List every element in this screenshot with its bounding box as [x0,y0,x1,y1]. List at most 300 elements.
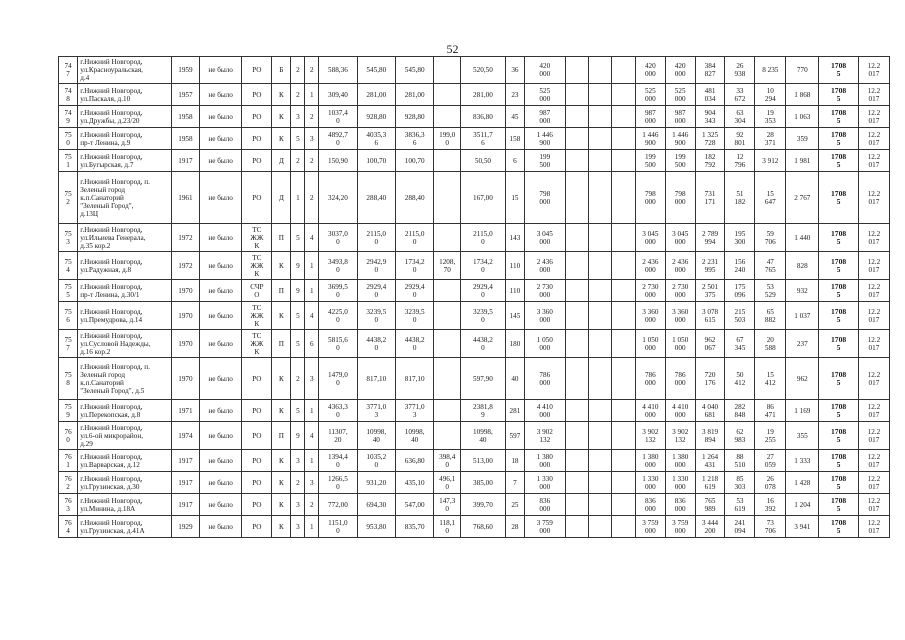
cell-type: РО [242,150,272,172]
cell-fin4: 282 848 [725,400,755,422]
cell-plan: 1708 5 [819,330,858,358]
cell-floors: 2 [291,57,305,84]
cell-address: г.Нижний Новгород, ул.Дружбы, д.23/20 [78,106,172,128]
cell-area4 [434,400,461,422]
cell-fin4: 12 796 [725,150,755,172]
cell-fin1: 3 902 132 [635,422,665,450]
page-number: 52 [446,42,459,56]
cell-fin1: 786 000 [635,358,665,400]
cell-mat: К [272,106,291,128]
cell-fin3: 731 171 [695,172,725,224]
cell-num: 74 7 [59,57,78,84]
cell-area1: 1266,5 0 [319,472,357,494]
cell-c1 [565,494,588,516]
cell-cost: 2 436 000 [525,252,566,280]
cell-fin5: 65 882 [755,302,786,330]
cell-c2 [589,330,612,358]
cell-c3 [612,128,635,150]
cell-area4 [434,422,461,450]
cell-address: г.Нижний Новгород, п. Зеленый город к.п.Санаторий "Зеленый Город", д.5 [78,358,172,400]
cell-fin4: 195 300 [725,224,755,252]
cell-c1 [565,172,588,224]
cell-year: 1917 [172,472,200,494]
cell-num: 76 2 [59,472,78,494]
cell-address: г.Нижний Новгород, ул.Радужная, д.8 [78,252,172,280]
cell-fin1: 1 050 000 [635,330,665,358]
cell-fin3: 3 078 615 [695,302,725,330]
cell-date: 12.2 017 [858,358,889,400]
cell-year: 1961 [172,172,200,224]
cell-c2 [589,494,612,516]
cell-mat: Д [272,172,291,224]
cell-fin3: 720 176 [695,358,725,400]
cell-fin5: 73 706 [755,516,786,538]
cell-floors: 5 [291,224,305,252]
cell-date: 12.2 017 [858,450,889,472]
cell-area1: 4892,7 0 [319,128,357,150]
cell-fin4: 88 510 [725,450,755,472]
cell-ent: 1 [305,252,319,280]
cell-area5: 2929,4 0 [461,280,506,302]
cell-floors: 5 [291,400,305,422]
cell-fin4: 67 345 [725,330,755,358]
cell-fin2: 3 902 132 [665,422,695,450]
cell-fin5: 47 765 [755,252,786,280]
cell-date: 12.2 017 [858,330,889,358]
cell-fin1: 2 436 000 [635,252,665,280]
cell-fin4: 50 412 [725,358,755,400]
cell-area4 [434,57,461,84]
cell-fin1: 1 380 000 [635,450,665,472]
cell-c2 [589,302,612,330]
cell-area2: 2929,4 0 [357,280,395,302]
cell-floors: 9 [291,252,305,280]
cell-fin6: 932 [786,280,819,302]
cell-fin4: 53 619 [725,494,755,516]
cell-date: 12.2 017 [858,494,889,516]
cell-address: г.Нижний Новгород, ул.Красноуральская, д.4 [78,57,172,84]
cell-cost: 420 000 [525,57,566,84]
cell-num: 76 0 [59,422,78,450]
cell-area2: 694,30 [357,494,395,516]
cell-year: 1929 [172,516,200,538]
cell-fin3: 1 218 619 [695,472,725,494]
cell-plan: 1708 5 [819,516,858,538]
cell-area2: 4438,2 0 [357,330,395,358]
cell-fin4: 175 096 [725,280,755,302]
cell-cost: 3 360 000 [525,302,566,330]
cell-fin4: 241 094 [725,516,755,538]
cell-fin2: 1 050 000 [665,330,695,358]
cell-area3: 817,10 [395,358,433,400]
cell-num: 75 9 [59,400,78,422]
cell-fin4: 85 303 [725,472,755,494]
cell-area5: 281,00 [461,84,506,106]
cell-area2: 288,40 [357,172,395,224]
cell-cond: не было [199,494,242,516]
cell-c1 [565,150,588,172]
registry-sheet [58,56,890,538]
table-row [59,172,890,224]
cell-fin6: 1 868 [786,84,819,106]
cell-plan: 1708 5 [819,400,858,422]
cell-area5: 513,00 [461,450,506,472]
cell-residents: 145 [505,302,524,330]
cell-area2: 3771,0 3 [357,400,395,422]
cell-area2: 817,10 [357,358,395,400]
cell-area2: 100,70 [357,150,395,172]
cell-area5: 3511,7 6 [461,128,506,150]
cell-c2 [589,172,612,224]
cell-mat: П [272,224,291,252]
cell-area1: 309,40 [319,84,357,106]
cell-area2: 931,20 [357,472,395,494]
cell-area5: 167,00 [461,172,506,224]
cell-num: 75 0 [59,128,78,150]
cell-plan: 1708 5 [819,472,858,494]
cell-cond: не было [199,224,242,252]
cell-cond: не было [199,330,242,358]
cell-address: г.Нижний Новгород, ул.Перекопская, д.8 [78,400,172,422]
cell-fin3: 904 343 [695,106,725,128]
cell-plan: 1708 5 [819,150,858,172]
cell-area3: 547,00 [395,494,433,516]
cell-fin5: 19 353 [755,106,786,128]
cell-ent: 2 [305,150,319,172]
cell-type: РО [242,57,272,84]
cell-area4 [434,172,461,224]
cell-area1: 1394,4 0 [319,450,357,472]
cell-num: 75 8 [59,358,78,400]
cell-cost: 525 000 [525,84,566,106]
cell-area4 [434,106,461,128]
cell-address: г.Нижний Новгород, ул.Премудрова, д.14 [78,302,172,330]
cell-num: 75 3 [59,224,78,252]
cell-area4 [434,302,461,330]
cell-plan: 1708 5 [819,106,858,128]
cell-plan: 1708 5 [819,280,858,302]
cell-c1 [565,450,588,472]
cell-area2: 281,00 [357,84,395,106]
cell-cond: не было [199,472,242,494]
cell-c2 [589,422,612,450]
cell-cost: 3 759 000 [525,516,566,538]
cell-residents: 7 [505,472,524,494]
cell-fin6: 1 440 [786,224,819,252]
cell-area1: 3037,0 0 [319,224,357,252]
cell-cond: не было [199,516,242,538]
cell-area3: 3239,5 0 [395,302,433,330]
cell-fin6: 2 767 [786,172,819,224]
cell-area5: 2381,8 9 [461,400,506,422]
cell-c1 [565,330,588,358]
cell-cost: 1 050 000 [525,330,566,358]
cell-fin2: 2 730 000 [665,280,695,302]
cell-fin5: 53 529 [755,280,786,302]
table-row [59,224,890,252]
cell-c2 [589,150,612,172]
cell-cond: не было [199,84,242,106]
cell-cost: 786 000 [525,358,566,400]
cell-date: 12.2 017 [858,280,889,302]
cell-floors: 9 [291,280,305,302]
cell-floors: 2 [291,150,305,172]
cell-c1 [565,422,588,450]
table-row [59,330,890,358]
cell-floors: 2 [291,84,305,106]
cell-residents: 18 [505,450,524,472]
table-row [59,450,890,472]
cell-floors: 5 [291,330,305,358]
cell-mat: К [272,358,291,400]
cell-fin6: 359 [786,128,819,150]
cell-area1: 4225,0 0 [319,302,357,330]
cell-area5: 2115,0 0 [461,224,506,252]
cell-fin6: 1 428 [786,472,819,494]
cell-c1 [565,57,588,84]
cell-year: 1971 [172,400,200,422]
cell-fin2: 3 759 000 [665,516,695,538]
cell-fin3: 2 789 994 [695,224,725,252]
cell-area2: 2942,9 0 [357,252,395,280]
cell-fin1: 836 000 [635,494,665,516]
cell-c2 [589,472,612,494]
cell-year: 1972 [172,252,200,280]
cell-year: 1917 [172,450,200,472]
table-row [59,422,890,450]
cell-c2 [589,280,612,302]
cell-plan: 1708 5 [819,302,858,330]
cell-area3: 288,40 [395,172,433,224]
cell-fin2: 2 436 000 [665,252,695,280]
cell-fin2: 1 380 000 [665,450,695,472]
cell-fin2: 798 000 [665,172,695,224]
cell-c2 [589,450,612,472]
cell-ent: 3 [305,358,319,400]
cell-area1: 150,90 [319,150,357,172]
cell-address: г.Нижний Новгород, ул.6-ой микрорайон, д.29 [78,422,172,450]
cell-area5: 385,00 [461,472,506,494]
cell-ent: 2 [305,106,319,128]
cell-residents: 25 [505,494,524,516]
cell-date: 12.2 017 [858,172,889,224]
cell-num: 75 5 [59,280,78,302]
cell-address: г.Нижний Новгород, ул.Ильиева Генерала, д.35 кор.2 [78,224,172,252]
cell-fin2: 525 000 [665,84,695,106]
cell-date: 12.2 017 [858,422,889,450]
cell-fin3: 962 067 [695,330,725,358]
cell-area4: 398,4 0 [434,450,461,472]
cell-residents: 158 [505,128,524,150]
cell-area1: 1151,0 0 [319,516,357,538]
cell-cond: не было [199,450,242,472]
cell-address: г.Нижний Новгород, ул.Варварская, д.12 [78,450,172,472]
cell-fin3: 1 264 431 [695,450,725,472]
cell-plan: 1708 5 [819,128,858,150]
cell-ent: 6 [305,330,319,358]
cell-c1 [565,280,588,302]
cell-cost: 1 446 900 [525,128,566,150]
cell-fin3: 2 231 995 [695,252,725,280]
cell-area1: 4363,3 0 [319,400,357,422]
cell-year: 1957 [172,84,200,106]
cell-mat: К [272,84,291,106]
cell-area1: 3493,8 0 [319,252,357,280]
cell-area3: 435,10 [395,472,433,494]
cell-c2 [589,358,612,400]
cell-area3: 4438,2 0 [395,330,433,358]
table-row [59,57,890,84]
cell-fin6: 828 [786,252,819,280]
cell-c2 [589,84,612,106]
cell-area3: 928,80 [395,106,433,128]
cell-plan: 1708 5 [819,57,858,84]
cell-ent: 1 [305,450,319,472]
cell-fin3: 4 040 681 [695,400,725,422]
cell-fin1: 987 000 [635,106,665,128]
cell-plan: 1708 5 [819,252,858,280]
cell-area4: 147,3 0 [434,494,461,516]
cell-area4: 496,1 0 [434,472,461,494]
cell-c1 [565,472,588,494]
cell-ent: 2 [305,172,319,224]
cell-plan: 1708 5 [819,84,858,106]
cell-fin2: 4 410 000 [665,400,695,422]
cell-mat: П [272,330,291,358]
cell-address: г.Нижний Новгород, ул.Бугырская, д.7 [78,150,172,172]
cell-fin3: 3 444 200 [695,516,725,538]
cell-area1: 324,20 [319,172,357,224]
cell-c2 [589,400,612,422]
cell-floors: 5 [291,128,305,150]
cell-area1: 11307, 20 [319,422,357,450]
cell-ent: 2 [305,57,319,84]
cell-floors: 3 [291,450,305,472]
cell-c2 [589,106,612,128]
cell-fin1: 3 759 000 [635,516,665,538]
cell-mat: К [272,450,291,472]
cell-fin4: 26 938 [725,57,755,84]
cell-cond: не было [199,57,242,84]
cell-area3: 3771,0 3 [395,400,433,422]
cell-num: 74 8 [59,84,78,106]
cell-area5: 10998, 40 [461,422,506,450]
cell-type: РО [242,400,272,422]
cell-type: РО [242,106,272,128]
cell-area4 [434,84,461,106]
cell-cond: не было [199,172,242,224]
cell-fin1: 1 330 000 [635,472,665,494]
cell-fin6: 1 169 [786,400,819,422]
cell-ent: 4 [305,302,319,330]
cell-ent: 1 [305,516,319,538]
cell-floors: 2 [291,358,305,400]
cell-plan: 1708 5 [819,224,858,252]
cell-num: 76 1 [59,450,78,472]
cell-area4 [434,280,461,302]
table-row [59,472,890,494]
cell-area3: 3836,3 6 [395,128,433,150]
cell-area3: 2929,4 0 [395,280,433,302]
cell-fin5: 15 647 [755,172,786,224]
cell-fin5: 86 471 [755,400,786,422]
cell-date: 12.2 017 [858,252,889,280]
cell-fin6: 3 941 [786,516,819,538]
cell-ent: 4 [305,224,319,252]
cell-mat: П [272,422,291,450]
cell-area2: 3239,5 0 [357,302,395,330]
cell-fin5: 3 912 [755,150,786,172]
cell-address: г.Нижний Новгород, ул.Сусловой Надежды, д.16 кор.2 [78,330,172,358]
cell-fin5: 20 588 [755,330,786,358]
cell-cond: не было [199,150,242,172]
cell-year: 1970 [172,330,200,358]
cell-fin2: 1 330 000 [665,472,695,494]
cell-area1: 3699,5 0 [319,280,357,302]
table-row [59,494,890,516]
cell-ent: 3 [305,128,319,150]
cell-cost: 987 000 [525,106,566,128]
cell-area5: 3239,5 0 [461,302,506,330]
cell-c1 [565,128,588,150]
cell-area3: 545,80 [395,57,433,84]
cell-fin6: 962 [786,358,819,400]
table-row [59,400,890,422]
cell-fin2: 420 000 [665,57,695,84]
cell-area4 [434,150,461,172]
cell-fin1: 798 000 [635,172,665,224]
cell-year: 1958 [172,106,200,128]
cell-cond: не было [199,106,242,128]
cell-c3 [612,280,635,302]
cell-c3 [612,494,635,516]
cell-c1 [565,400,588,422]
cell-date: 12.2 017 [858,128,889,150]
cell-fin5: 28 371 [755,128,786,150]
cell-c3 [612,106,635,128]
table-row [59,106,890,128]
cell-c1 [565,516,588,538]
cell-fin5: 16 392 [755,494,786,516]
cell-fin2: 836 000 [665,494,695,516]
cell-fin1: 199 500 [635,150,665,172]
cell-area2: 928,80 [357,106,395,128]
cell-area3: 2115,0 0 [395,224,433,252]
cell-plan: 1708 5 [819,422,858,450]
cell-cost: 199 500 [525,150,566,172]
cell-address: г.Нижний Новгород, п. Зеленый город к.п.Санаторий "Зеленый Город", д.13Ц [78,172,172,224]
cell-fin2: 786 000 [665,358,695,400]
cell-date: 12.2 017 [858,106,889,128]
cell-area1: 772,00 [319,494,357,516]
cell-mat: К [272,400,291,422]
cell-type: ТС ЖЖ К [242,252,272,280]
cell-fin6: 237 [786,330,819,358]
table-row [59,516,890,538]
cell-mat: П [272,280,291,302]
table-row [59,358,890,400]
cell-residents: 110 [505,252,524,280]
cell-type: РО [242,172,272,224]
cell-area3: 835,70 [395,516,433,538]
cell-year: 1917 [172,494,200,516]
cell-date: 12.2 017 [858,84,889,106]
cell-fin4: 62 983 [725,422,755,450]
cell-cost: 1 380 000 [525,450,566,472]
cell-c2 [589,252,612,280]
cell-fin1: 3 360 000 [635,302,665,330]
cell-year: 1917 [172,150,200,172]
